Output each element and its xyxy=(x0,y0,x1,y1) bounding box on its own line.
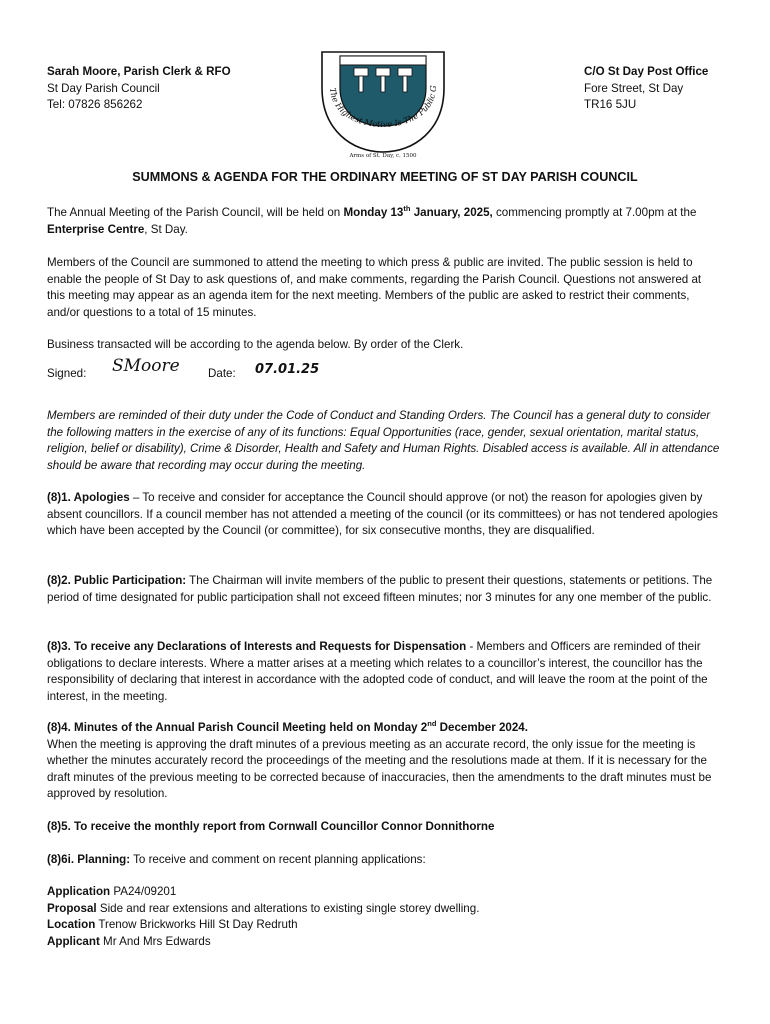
signed-label: Signed: xyxy=(47,367,87,380)
proposal-value: Side and rear extensions and alterations to existing single storey dwelling. xyxy=(96,901,480,915)
item-2-heading: (8)2. Public Participation: xyxy=(47,574,187,587)
signed-date: 07.01.25 xyxy=(255,362,320,377)
crest-caption: Arms of St. Day, c. 1500 xyxy=(349,153,417,159)
meeting-notice xyxy=(47,205,722,238)
item-1-body: – To receive and consider for acceptance the Council should approve (or not) the reason for apologies given by absent councillors. If a council member has not attended a meeting of the council (or its committees) or has not tendered apologies which have been accepted by the Council (or committee), for six consecutive months, they are disqualified. xyxy=(47,491,718,538)
page-title: SUMMONS & AGENDA FOR THE ORDINARY MEETING OF ST DAY PARISH COUNCIL xyxy=(132,170,638,184)
parish-crest xyxy=(318,48,448,164)
item-6-heading: (8)6i. Planning: xyxy=(47,853,131,866)
applicant-label: Applicant xyxy=(47,934,100,948)
address-line-2: Fore Street, St Day xyxy=(584,81,684,95)
applicant-row xyxy=(47,934,722,951)
item-6-body: To receive and comment on recent planning applications: xyxy=(130,853,426,866)
item-1-heading: (8)1. Apologies xyxy=(47,491,130,504)
location-label: Location xyxy=(47,918,96,932)
meeting-date-a: Monday 13 xyxy=(343,206,404,219)
item-4-heading-b: December 2024. xyxy=(436,721,528,734)
notice-text-c: , St Day. xyxy=(144,222,188,236)
code-of-conduct-reminder: Members are reminded of their duty under the Code of Conduct and Standing Orders. The Council has a general duty to consider the following matters in the exercise of any of its functions: Equal Opportunities (race, gender, sexual orientation, marital status, religion, belief or disability), Crime & Disorder, Health and Safety and Human Rights. Disabled access is available. All in attendance should be aware that recording may occur during the meeting. xyxy=(47,409,720,472)
council-address xyxy=(584,64,708,114)
council-name: St Day Parish Council xyxy=(47,81,160,95)
crest-motto: The Highest Motive Is The Public G xyxy=(327,85,439,130)
application-value: PA24/09201 xyxy=(110,885,177,898)
agenda-item-minutes xyxy=(47,720,722,803)
proposal-row xyxy=(47,901,722,918)
agenda-item-councillor-report: (8)5. To receive the monthly report from Cornwall Councillor Connor Donnithorne xyxy=(47,820,495,833)
clerk-signature: SMoore xyxy=(112,356,180,376)
item-2-body: The Chairman will invite members of the public to present their questions, statements or petitions. The period of time designated for public participation shall not exceed fifteen minutes; nor 3 minutes for any one member of the public. xyxy=(47,574,713,604)
item-3-body: - Members and Officers are reminded of their obligations to declare interests. Where a matter arises at a meeting which relates to a councillor’s interest, the councillor has the responsibility of declaring that interest in accordance with the adopted code of conduct, and will leave the room at the point of the interest, in the meeting. xyxy=(47,640,708,703)
application-row xyxy=(47,884,722,901)
notice-text-b: commencing promptly at 7.00pm at the xyxy=(492,206,697,219)
item-3-heading: (8)3. To receive any Declarations of Interests and Requests for Dispensation xyxy=(47,640,467,653)
applicant-value: Mr And Mrs Edwards xyxy=(99,934,211,948)
address-line-1: C/O St Day Post Office xyxy=(584,65,709,78)
item-4-body: When the meeting is approving the draft minutes of a previous meeting as an accurate record, the only issue for the meeting is whether the minutes accurately record the proceedings of the meeting and the resolutions made at them. If it is necessary for the draft minutes of the previous meeting to be corrected because of inaccuracies, then the amendments to the draft minutes must be approved by resolution. xyxy=(47,737,712,801)
crest-emblem-icon xyxy=(318,48,448,164)
proposal-label: Proposal xyxy=(47,901,97,915)
meeting-venue: Enterprise Centre xyxy=(47,222,145,236)
summons-paragraph: Members of the Council are summoned to attend the meeting to which press & public are invited. The public session is held to enable the people of St Day to ask questions of, and make comments, regarding the Parish Council. Questions not answered at this meeting may appear as an agenda item for the next meeting. Members of the public are asked to restrict their comments, and/or questions to a total of 15 minutes. xyxy=(47,256,702,319)
agenda-item-apologies xyxy=(47,490,722,540)
agenda-item-public-participation xyxy=(47,573,722,606)
location-value: Trenow Brickworks Hill St Day Redruth xyxy=(95,918,298,932)
meeting-date-b: January, 2025, xyxy=(410,206,493,219)
address-line-3: TR16 5JU xyxy=(584,98,637,112)
agenda-item-planning xyxy=(47,852,722,869)
planning-application xyxy=(47,884,722,950)
item-4-heading-sup: nd xyxy=(427,719,437,729)
item-4-heading xyxy=(47,720,722,737)
location-row xyxy=(47,917,722,934)
clerk-name: Sarah Moore, Parish Clerk & RFO xyxy=(47,65,231,78)
notice-text-a: The Annual Meeting of the Parish Council, will be held on xyxy=(47,206,344,219)
business-paragraph: Business transacted will be according to the agenda below. By order of the Clerk. xyxy=(47,338,464,351)
date-label: Date: xyxy=(208,367,236,380)
meeting-date-sup: th xyxy=(403,204,411,214)
clerk-telephone: Tel: 07826 856262 xyxy=(47,98,143,112)
item-4-heading-a: (8)4. Minutes of the Annual Parish Council Meeting held on Monday 2 xyxy=(47,721,428,734)
clerk-contact xyxy=(47,64,231,114)
application-label: Application xyxy=(47,885,111,898)
agenda-item-declarations xyxy=(47,639,722,705)
